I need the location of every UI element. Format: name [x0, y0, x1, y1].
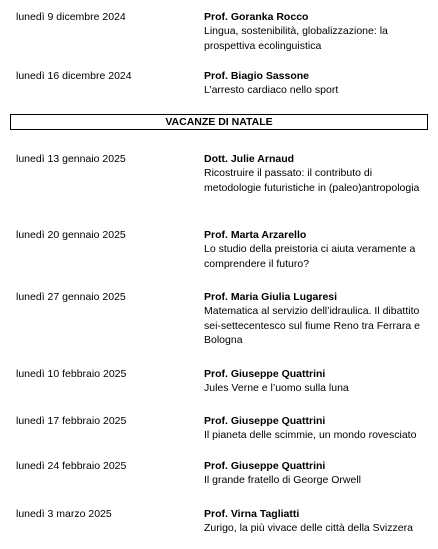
lecture-date: lunedì 27 gennaio 2025 — [16, 291, 126, 303]
lecture-topic: Lingua, sostenibilità, globalizzazione: la prospettiva ecolinguistica — [204, 25, 388, 52]
lecture-topic: Jules Verne e l’uomo sulla luna — [204, 382, 349, 394]
lecture-speaker: Prof. Giuseppe Quattrini — [204, 460, 326, 472]
lecture-date: lunedì 9 dicembre 2024 — [16, 11, 126, 23]
lecture-topic: L’arresto cardiaco nello sport — [204, 84, 339, 96]
lecture-topic: Il grande fratello di George Orwell — [204, 474, 361, 486]
lecture-speaker: Prof. Giuseppe Quattrini — [204, 415, 326, 427]
lecture-speaker: Dott. Julie Arnaud — [204, 153, 295, 165]
lecture-date: lunedì 13 gennaio 2025 — [16, 153, 126, 165]
lecture-speaker: Prof. Giuseppe Quattrini — [204, 368, 326, 380]
lecture-speaker: Prof. Goranka Rocco — [204, 11, 309, 23]
lecture-date: lunedì 3 marzo 2025 — [16, 508, 112, 520]
lecture-date: lunedì 16 dicembre 2024 — [16, 70, 132, 82]
lecture-date: lunedì 17 febbraio 2025 — [16, 415, 127, 427]
lecture-topic: Il pianeta delle scimmie, un mondo rovesciato — [204, 429, 417, 441]
lecture-date: lunedì 10 febbraio 2025 — [16, 368, 127, 380]
lecture-date: lunedì 24 febbraio 2025 — [16, 460, 127, 472]
lecture-speaker: Prof. Biagio Sassone — [204, 70, 310, 82]
holiday-break-banner: VACANZE DI NATALE — [10, 114, 428, 130]
lecture-topic: Ricostruire il passato: il contributo di metodologie futuristiche in (paleo)antropologia — [204, 167, 420, 194]
lecture-speaker: Prof. Marta Arzarello — [204, 229, 307, 241]
lecture-topic: Lo studio della preistoria ci aiuta veramente a comprendere il futuro? — [204, 243, 416, 270]
lecture-topic: Zurigo, la più vivace delle città della Svizzera — [204, 522, 413, 534]
lecture-speaker: Prof. Virna Tagliatti — [204, 508, 300, 520]
lecture-date: lunedì 20 gennaio 2025 — [16, 229, 126, 241]
lecture-topic: Matematica al servizio dell’idraulica. Il dibattito sei-settecentesco sul fiume Reno tra Ferrara e Bologna — [204, 305, 420, 346]
lecture-speaker: Prof. Maria Giulia Lugaresi — [204, 291, 338, 303]
